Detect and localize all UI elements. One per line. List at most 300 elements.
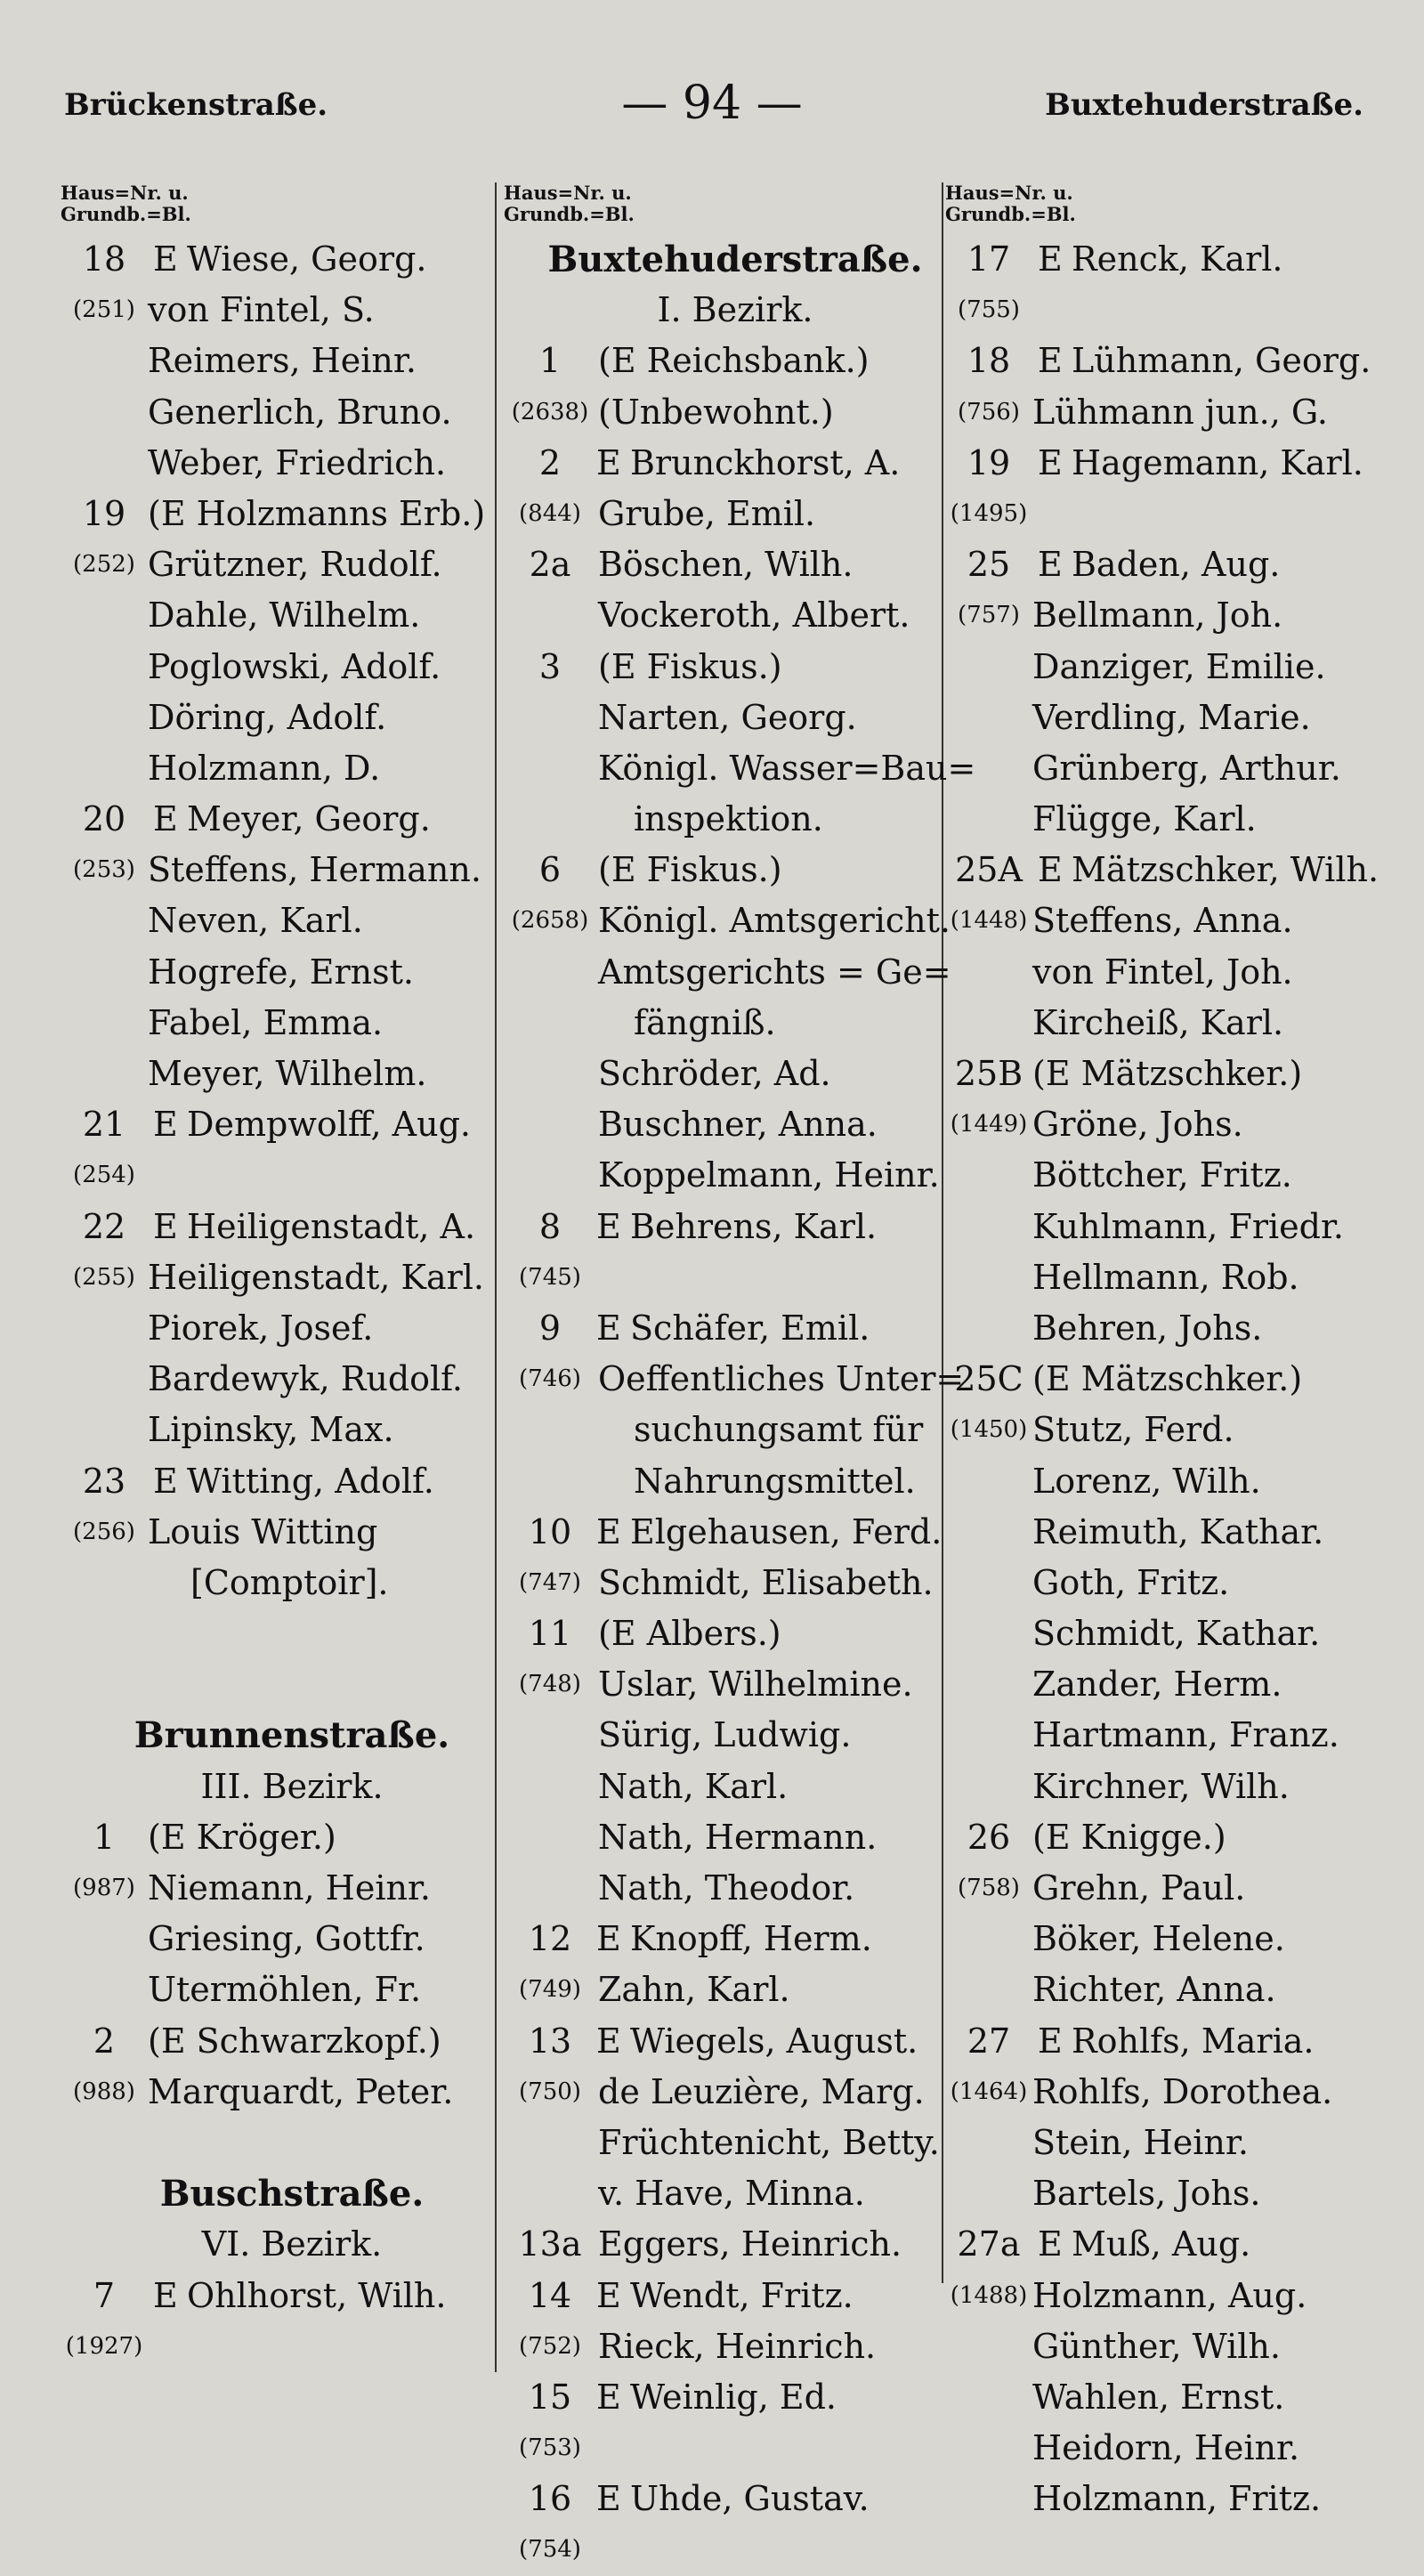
directory-entry [504, 1558, 967, 1608]
directory-entry [945, 1710, 1399, 1761]
resident-name: Dempwolff, Aug. [187, 1105, 471, 1145]
grundbuch-number: (748) [519, 1671, 581, 1698]
directory-entry [61, 1354, 523, 1405]
column-header: Haus=Nr. u. Grundb.=Bl. [61, 182, 191, 225]
directory-entry [504, 1303, 967, 1354]
directory-entry [945, 2372, 1399, 2423]
house-number: 13a [518, 2224, 582, 2264]
directory-entry [945, 1202, 1399, 1252]
grundbuch-number: (254) [73, 1162, 135, 1189]
resident-name: Lorenz, Wilh. [1032, 1461, 1261, 1501]
grundbuch-number: (2658) [511, 907, 589, 935]
resident-name: Heidorn, Heinr. [1032, 2428, 1300, 2468]
directory-entry [945, 947, 1399, 998]
directory-entry [945, 693, 1399, 743]
owner-marker: E [1038, 545, 1063, 585]
resident-name: Hagemann, Karl. [1072, 442, 1363, 482]
grundbuch-number: (252) [73, 551, 135, 579]
directory-entry [945, 895, 1399, 946]
resident-name: Hartmann, Franz. [1032, 1715, 1339, 1755]
directory-entry [504, 1456, 967, 1507]
owner-marker: E [153, 799, 178, 839]
resident-name: Wiegels, August. [630, 2021, 918, 2061]
directory-entry [945, 1354, 1399, 1405]
directory-entry [61, 387, 523, 438]
house-number: 23 [82, 1461, 126, 1501]
resident-name: (E Mätzschker.) [1032, 1054, 1303, 1093]
directory-entry [504, 438, 967, 489]
resident-name: Uhde, Gustav. [630, 2479, 870, 2519]
directory-entry [945, 845, 1399, 895]
directory-entry [504, 1150, 967, 1201]
directory-entry [945, 743, 1399, 794]
directory-entry [945, 1914, 1399, 1964]
owner-marker: E [596, 2479, 621, 2519]
resident-name: Böker, Helene. [1032, 1919, 1285, 1959]
directory-entry [504, 642, 967, 693]
resident-name: von Fintel, S. [148, 290, 375, 330]
owner-marker: E [1038, 2021, 1063, 2061]
directory-entry [945, 1405, 1399, 1455]
directory-entry [61, 1049, 523, 1099]
resident-name: Wahlen, Ernst. [1032, 2377, 1285, 2417]
resident-name: Koppelmann, Heinr. [598, 1155, 940, 1195]
column-header: Haus=Nr. u. Grundb.=Bl. [945, 182, 1076, 225]
directory-entry [504, 1202, 967, 1252]
grundbuch-number: (755) [958, 296, 1020, 324]
directory-entry [504, 2219, 967, 2270]
directory-entry [504, 2016, 967, 2067]
directory-entry [945, 1762, 1399, 1812]
resident-name: Vockeroth, Albert. [598, 595, 910, 636]
directory-entry [504, 1812, 967, 1863]
grundbuch-number: (1495) [950, 499, 1028, 527]
directory-entry [945, 387, 1399, 438]
directory-entry [945, 1252, 1399, 1303]
directory-entry [61, 1964, 523, 2015]
house-number: 10 [528, 1511, 572, 1551]
owner-marker: E [596, 1206, 621, 1246]
directory-entry [504, 2423, 967, 2474]
directory-entry [504, 1507, 967, 1558]
directory-entry [61, 2321, 523, 2372]
house-number: 15 [528, 2377, 572, 2417]
resident-name: Hogrefe, Ernst. [148, 952, 414, 992]
directory-entry [504, 1914, 967, 1964]
grundbuch-number: (1450) [950, 1416, 1028, 1444]
resident-name: Lühmann jun., G. [1032, 392, 1328, 432]
directory-entry [945, 489, 1399, 539]
grundbuch-number: (754) [519, 2536, 581, 2564]
directory-entry [945, 285, 1399, 336]
resident-name: Eggers, Heinrich. [598, 2224, 902, 2264]
resident-name: Kuhlmann, Friedr. [1032, 1206, 1345, 1246]
directory-entry [504, 1252, 967, 1303]
house-number: 1 [538, 341, 562, 381]
directory-entry [945, 642, 1399, 693]
grundbuch-number: (1449) [950, 1111, 1028, 1138]
resident-name: Witting, Adolf. [187, 1461, 434, 1501]
directory-entry [504, 2321, 967, 2372]
directory-entry [945, 1812, 1399, 1863]
grundbuch-number: (745) [519, 1263, 581, 1291]
page-number: — 94 — [621, 77, 803, 130]
running-head-right: Buxtehuderstraße. [1045, 87, 1363, 123]
directory-entry [504, 1354, 967, 1405]
grundbuch-number: (756) [958, 398, 1020, 425]
directory-entry [61, 1507, 523, 1558]
spacer [61, 1608, 523, 1659]
resident-name: (E Albers.) [598, 1614, 781, 1654]
resident-name: Stutz, Ferd. [1032, 1410, 1234, 1450]
resident-name: Königl. Wasser=Bau= [598, 748, 976, 788]
grundbuch-number: (253) [73, 856, 135, 884]
directory-entry [61, 1812, 523, 1863]
owner-marker: E [153, 1206, 178, 1246]
resident-name: (E Fiskus.) [598, 646, 782, 686]
owner-marker: E [153, 239, 178, 279]
resident-name: Heiligenstadt, Karl. [148, 1257, 484, 1297]
resident-name: Nath, Hermann. [598, 1817, 878, 1857]
resident-name: Zander, Herm. [1032, 1665, 1282, 1705]
directory-entry [504, 947, 967, 998]
resident-name: Amtsgerichts = Ge= [598, 952, 951, 992]
directory-entry [945, 1659, 1399, 1710]
resident-name: (E Knigge.) [1032, 1817, 1226, 1857]
resident-name: Steffens, Hermann. [148, 850, 481, 890]
resident-name: Brunckhorst, A. [630, 442, 901, 482]
owner-marker: E [596, 2377, 621, 2417]
resident-name: Holzmann, Aug. [1032, 2275, 1307, 2315]
grundbuch-number: (2638) [511, 398, 589, 425]
resident-name: Narten, Georg. [598, 697, 857, 737]
resident-name: Kircheiß, Karl. [1032, 1002, 1284, 1042]
house-number: 3 [538, 646, 562, 686]
house-number: 14 [528, 2275, 572, 2315]
directory-entry [945, 1150, 1399, 1201]
resident-name: Piorek, Josef. [148, 1308, 374, 1348]
directory-entry [61, 1252, 523, 1303]
resident-name: Holzmann, D. [148, 748, 381, 788]
house-number: 20 [82, 799, 126, 839]
resident-name: Meyer, Wilhelm. [148, 1054, 427, 1093]
resident-name: Grehn, Paul. [1032, 1868, 1246, 1908]
directory-entry [61, 2016, 523, 2067]
directory-entry [61, 1303, 523, 1354]
house-number: 25C [954, 1359, 1024, 1399]
directory-entry [945, 794, 1399, 845]
resident-name: Richter, Anna. [1032, 1970, 1276, 2010]
grundbuch-number: (844) [519, 499, 581, 527]
resident-name: Schmidt, Elisabeth. [598, 1562, 934, 1602]
resident-name: Knopff, Herm. [630, 1919, 872, 1959]
resident-name: Stein, Heinr. [1032, 2122, 1249, 2162]
directory-entry [504, 489, 967, 539]
resident-name: Weber, Friedrich. [148, 442, 447, 482]
grundbuch-number: (1464) [950, 2078, 1028, 2105]
resident-name: Bartels, Johs. [1032, 2174, 1261, 2214]
resident-name: Sürig, Ludwig. [598, 1715, 852, 1755]
resident-name: Nahrungsmittel. [634, 1461, 916, 1501]
grundbuch-number: (750) [519, 2078, 581, 2105]
resident-name: Bardewyk, Rudolf. [148, 1359, 463, 1399]
directory-column-1 [61, 182, 523, 2372]
resident-name: [Comptoir]. [190, 1562, 389, 1602]
directory-entry [61, 1914, 523, 1964]
directory-entry [61, 845, 523, 895]
grundbuch-number: (747) [519, 1568, 581, 1596]
grundbuch-number: (988) [73, 2078, 135, 2105]
resident-name: Lipinsky, Max. [148, 1410, 394, 1450]
resident-name: Rieck, Heinrich. [598, 2326, 877, 2366]
directory-entry [61, 1405, 523, 1455]
directory-entry [945, 2423, 1399, 2474]
directory-entry [945, 1303, 1399, 1354]
resident-name: Lühmann, Georg. [1072, 341, 1371, 381]
resident-name: Marquardt, Peter. [148, 2071, 454, 2111]
directory-entry [61, 234, 523, 285]
house-number: 2 [93, 2021, 116, 2061]
house-number: 27 [967, 2021, 1011, 2061]
resident-name: Rohlfs, Dorothea. [1032, 2071, 1333, 2111]
directory-entry [504, 2168, 967, 2219]
house-number: 1 [93, 1817, 116, 1857]
resident-name: Poglowski, Adolf. [148, 646, 441, 686]
resident-name: Grützner, Rudolf. [148, 545, 442, 585]
resident-name: Fabel, Emma. [148, 1002, 384, 1042]
directory-entry [61, 642, 523, 693]
owner-marker: E [153, 1105, 178, 1145]
street-heading: Buxtehuderstraße. [547, 239, 923, 280]
district-label: III. Bezirk. [200, 1766, 384, 1806]
directory-column-2 [504, 182, 976, 2576]
directory-entry [61, 1202, 523, 1252]
grundbuch-number: (753) [519, 2434, 581, 2462]
directory-entry [61, 539, 523, 590]
resident-name: (E Fiskus.) [598, 850, 782, 890]
directory-entry [945, 1049, 1399, 1099]
district-label: VI. Bezirk. [201, 2224, 383, 2264]
directory-entry [504, 998, 967, 1049]
resident-name: Louis Witting [148, 1511, 378, 1551]
house-number: 21 [82, 1105, 126, 1145]
resident-name: fängniß. [634, 1002, 776, 1042]
resident-name: v. Have, Minna. [598, 2174, 865, 2214]
directory-entry [945, 2168, 1399, 2219]
resident-name: Kirchner, Wilh. [1032, 1766, 1290, 1806]
resident-name: suchungsamt für [634, 1410, 924, 1450]
directory-entry [61, 489, 523, 539]
directory-entry [504, 2524, 967, 2575]
resident-name: Niemann, Heinr. [148, 1868, 432, 1908]
directory-entry [945, 2016, 1399, 2067]
house-number: 19 [967, 442, 1011, 482]
owner-marker: E [1038, 2224, 1063, 2264]
directory-entry [945, 2271, 1399, 2321]
column-header: Haus=Nr. u. Grundb.=Bl. [504, 182, 635, 225]
directory-entry [61, 2067, 523, 2118]
directory-entry [504, 2474, 967, 2524]
resident-name: Heiligenstadt, A. [187, 1206, 476, 1246]
directory-entry [945, 2219, 1399, 2270]
resident-name: Muß, Aug. [1072, 2224, 1251, 2264]
resident-name: Dahle, Wilhelm. [148, 595, 421, 636]
house-number: 25B [954, 1054, 1024, 1093]
directory-entry [61, 285, 523, 336]
resident-name: Früchtenicht, Betty. [598, 2122, 940, 2162]
grundbuch-number: (746) [519, 1365, 581, 1393]
directory-entry [945, 2321, 1399, 2372]
directory-entry [504, 2372, 967, 2423]
directory-entry [945, 1099, 1399, 1150]
grundbuch-number: (749) [519, 1976, 581, 2004]
house-number: 25A [955, 850, 1023, 890]
directory-entry [504, 693, 967, 743]
directory-entry [945, 539, 1399, 590]
resident-name: Griesing, Gottfr. [148, 1919, 425, 1959]
directory-entry [504, 387, 967, 438]
owner-marker: E [596, 1511, 621, 1551]
owner-marker: E [596, 2275, 621, 2315]
grundbuch-number: (758) [958, 1875, 1020, 1901]
resident-name: Weinlig, Ed. [630, 2377, 837, 2417]
resident-name: von Fintel, Joh. [1032, 952, 1293, 992]
resident-name: (E Reichsbank.) [598, 341, 870, 381]
directory-entry [504, 1608, 967, 1659]
resident-name: Königl. Amtsgericht. [598, 901, 951, 941]
resident-name: Uslar, Wilhelmine. [598, 1665, 913, 1705]
directory-entry [504, 1659, 967, 1710]
directory-entry [945, 1964, 1399, 2015]
grundbuch-number: (251) [73, 296, 135, 324]
resident-name: Oeffentliches Unter= [598, 1359, 965, 1399]
resident-name: Meyer, Georg. [187, 799, 431, 839]
directory-entry [504, 590, 967, 641]
directory-entry [504, 539, 967, 590]
resident-name: Utermöhlen, Fr. [148, 1970, 422, 2010]
directory-entry [945, 1456, 1399, 1507]
grundbuch-number: (255) [73, 1263, 135, 1291]
resident-name: Buschner, Anna. [598, 1105, 878, 1145]
resident-name: Günther, Wilh. [1032, 2326, 1281, 2366]
resident-name: (E Kröger.) [148, 1817, 336, 1857]
resident-name: Holzmann, Fritz. [1032, 2479, 1322, 2519]
house-number: 8 [538, 1206, 562, 1246]
directory-entry [504, 1405, 967, 1455]
owner-marker: E [1038, 850, 1063, 890]
grundbuch-number: (1488) [950, 2281, 1028, 2309]
directory-entry [504, 1863, 967, 1914]
resident-name: Verdling, Marie. [1032, 697, 1311, 737]
directory-entry [61, 693, 523, 743]
directory-entry [504, 1964, 967, 2015]
owner-marker: E [596, 1919, 621, 1959]
resident-name: Döring, Adolf. [148, 697, 387, 737]
grundbuch-number: (1448) [950, 907, 1028, 935]
grundbuch-number: (752) [519, 2332, 581, 2360]
house-number: 22 [82, 1206, 126, 1246]
resident-name: Behren, Johs. [1032, 1308, 1263, 1348]
directory-entry [945, 336, 1399, 386]
resident-name: Reimuth, Kathar. [1032, 1511, 1324, 1551]
directory-entry [504, 2118, 967, 2168]
owner-marker: E [596, 2021, 621, 2061]
owner-marker: E [596, 442, 621, 482]
house-number: 18 [967, 341, 1011, 381]
spacer [61, 1659, 523, 1710]
street-heading: Buschstraße. [159, 2173, 425, 2216]
resident-name: Steffens, Anna. [1032, 901, 1293, 941]
resident-name: Grube, Emil. [598, 493, 816, 533]
resident-name: Goth, Fritz. [1032, 1562, 1230, 1602]
directory-entry [61, 1558, 523, 1608]
resident-name: (E Schwarzkopf.) [148, 2021, 441, 2061]
resident-name: (E Mätzschker.) [1032, 1359, 1303, 1399]
directory-entry [945, 2474, 1399, 2524]
directory-entry [945, 1608, 1399, 1659]
resident-name: Rohlfs, Maria. [1072, 2021, 1315, 2061]
spacer [61, 2118, 523, 2168]
resident-name: Generlich, Bruno. [148, 392, 452, 432]
directory-entry [61, 438, 523, 489]
directory-entry [504, 743, 976, 794]
directory-entry [945, 2118, 1399, 2168]
resident-name: Nath, Karl. [598, 1766, 789, 1806]
district-label: I. Bezirk. [657, 290, 813, 330]
directory-entry [504, 2067, 967, 2118]
resident-name: Wiese, Georg. [187, 239, 427, 279]
directory-entry [61, 794, 523, 845]
resident-name: Schröder, Ad. [598, 1054, 831, 1093]
resident-name: Zahn, Karl. [598, 1970, 790, 2010]
owner-marker: E [596, 1308, 621, 1348]
resident-name: Nath, Theodor. [598, 1868, 855, 1908]
directory-entry [945, 234, 1399, 285]
resident-name: Böttcher, Fritz. [1032, 1155, 1292, 1195]
street-heading: Brunnenstraße. [134, 1714, 450, 1757]
directory-entry [61, 2271, 523, 2321]
directory-entry [504, 1049, 967, 1099]
owner-marker: E [1038, 341, 1063, 381]
house-number: 2a [529, 545, 571, 585]
directory-entry [61, 1150, 523, 1201]
grundbuch-number: (987) [73, 1875, 135, 1901]
resident-name: Böschen, Wilh. [598, 545, 854, 585]
resident-name: Ohlhorst, Wilh. [187, 2275, 447, 2315]
directory-entry [504, 336, 967, 386]
directory-column-3 [945, 182, 1399, 2524]
resident-name: Schäfer, Emil. [630, 1308, 870, 1348]
directory-entry [61, 590, 523, 641]
directory-entry [504, 794, 967, 845]
directory-entry [945, 998, 1399, 1049]
owner-marker: E [1038, 442, 1063, 482]
resident-name: Schmidt, Kathar. [1032, 1614, 1321, 1654]
directory-entry [945, 1863, 1399, 1914]
house-number: 27a [957, 2224, 1021, 2264]
house-number: 18 [82, 239, 126, 279]
house-number: 2 [538, 442, 562, 482]
resident-name: Neven, Karl. [148, 901, 363, 941]
grundbuch-number: (757) [958, 602, 1020, 629]
directory-entry [945, 1507, 1399, 1558]
house-number: 6 [538, 850, 562, 890]
resident-name: Elgehausen, Ferd. [630, 1511, 943, 1551]
resident-name: Grünberg, Arthur. [1032, 748, 1341, 788]
directory-entry [945, 590, 1399, 641]
house-number: 9 [538, 1308, 562, 1348]
running-head-left: Brückenstraße. [64, 87, 328, 123]
